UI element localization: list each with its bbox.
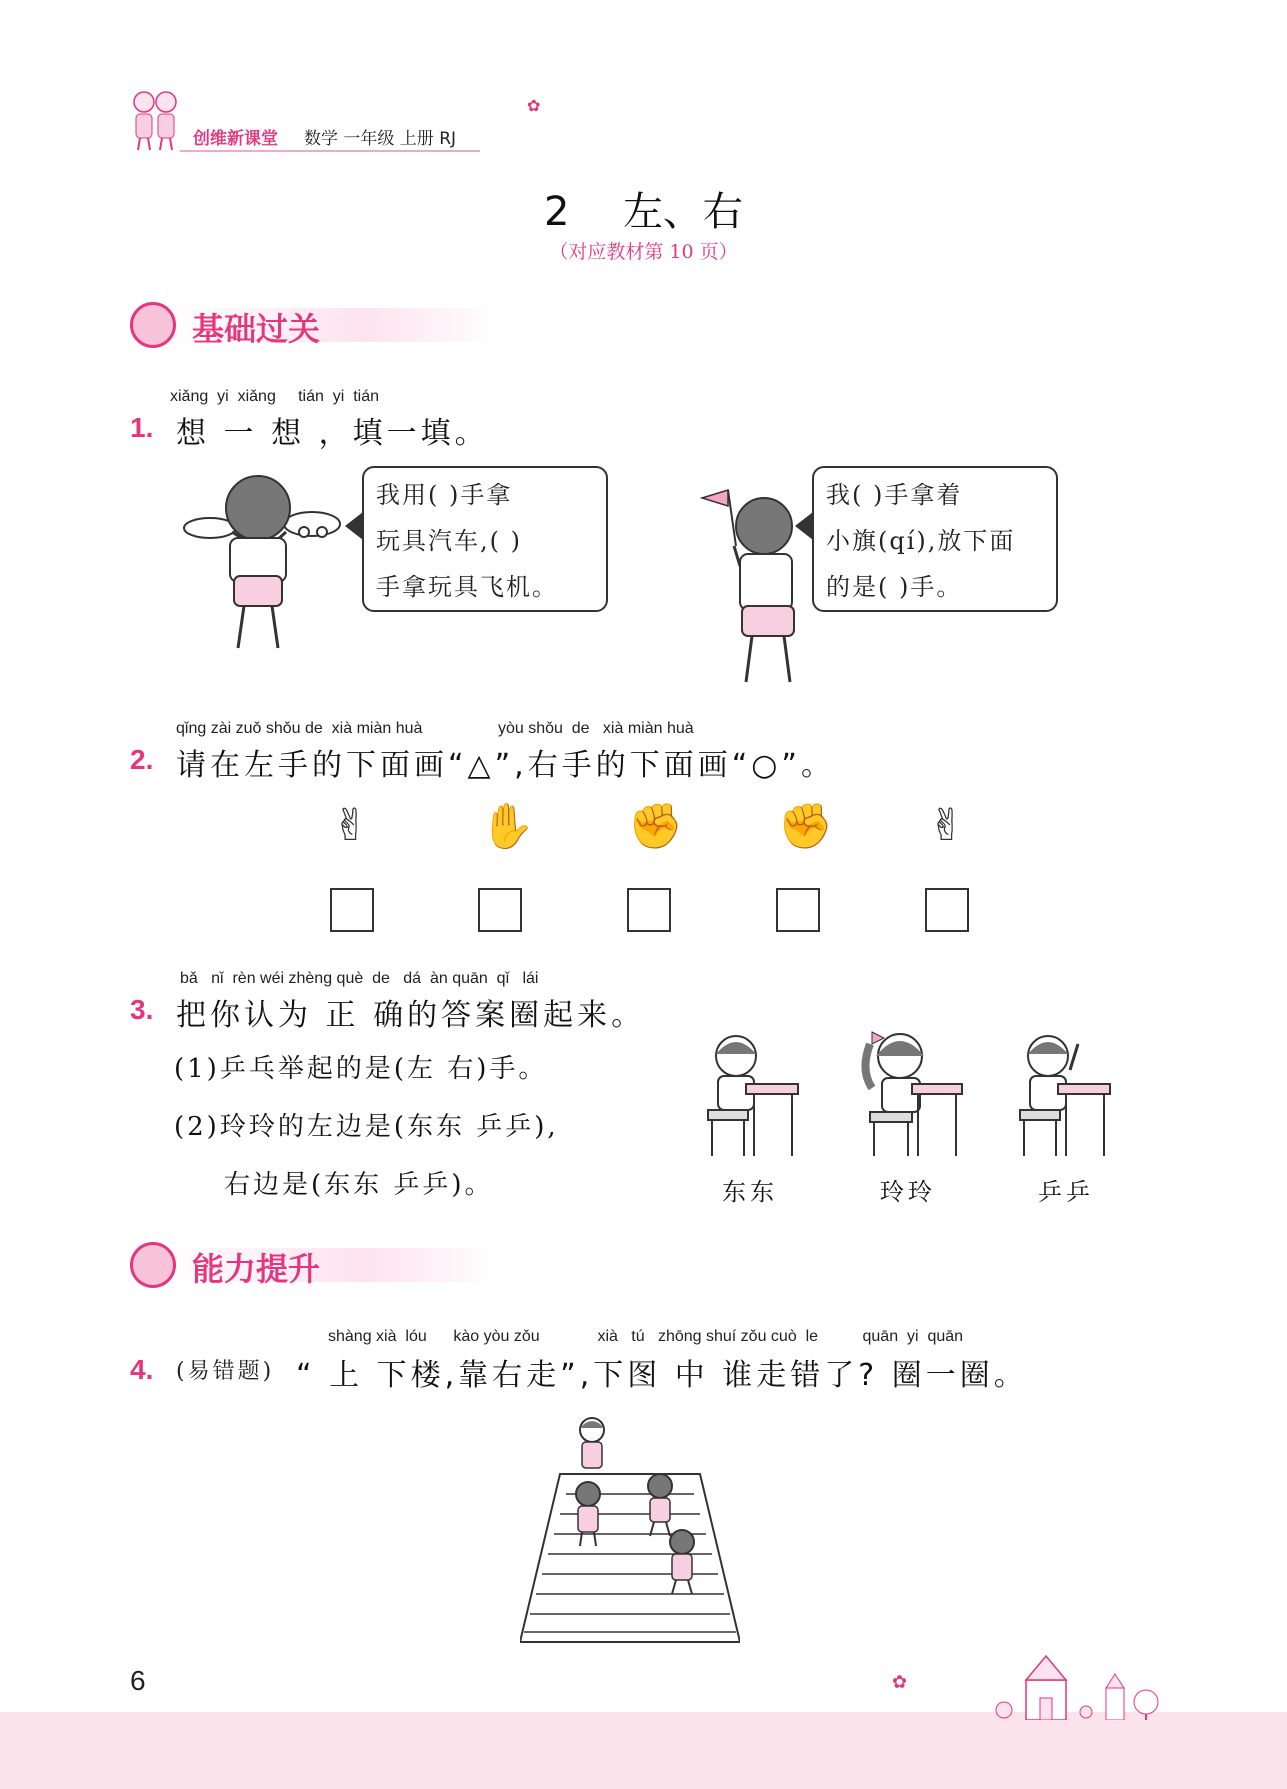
hand-icon: ✋ xyxy=(480,801,535,852)
answer-box[interactable] xyxy=(776,888,820,932)
bubble-line: 小旗(qí),放下面 xyxy=(826,527,1016,555)
bubble-line: 我( )手拿着 xyxy=(826,481,963,509)
bubble-line: 玩具汽车,( ) xyxy=(376,527,522,555)
pinyin-line: xiǎng yi xiǎng tián yi tián xyxy=(170,388,379,405)
answer-box[interactable] xyxy=(478,888,522,932)
footer-band xyxy=(0,1712,1287,1789)
banner-badge-icon xyxy=(130,1242,176,1288)
question-number: 3. xyxy=(130,994,154,1025)
lesson-number: 2 xyxy=(544,189,570,235)
hand-icon: ✌ xyxy=(928,800,965,851)
hand-icon: ✊ xyxy=(628,801,683,852)
bubble-line: 我用( )手拿 xyxy=(376,481,513,509)
header-subject: 数学 一年级 上册 RJ xyxy=(304,129,457,149)
page-number: 6 xyxy=(130,1665,146,1696)
kid-at-desk-illustration xyxy=(702,1030,802,1160)
banner-badge-icon xyxy=(130,302,176,348)
sub-question: 右边是(东东 乒乒)。 xyxy=(224,1170,494,1200)
section-title: 能力提升 xyxy=(192,1250,321,1288)
pinyin-line: bǎ nǐ rèn wéi zhèng què de dá àn quān qǐ lái xyxy=(180,970,539,987)
kid-name-label: 玲玲 xyxy=(880,1178,936,1206)
question-text: 把你认为 正 确的答案圈起来。 xyxy=(176,998,646,1033)
answer-box[interactable] xyxy=(627,888,671,932)
hand-icon: ✊ xyxy=(778,801,833,852)
question-text: “ 上 下楼,靠右走”,下图 中 谁走错了? 圈一圈。 xyxy=(296,1358,1028,1393)
stairs-illustration xyxy=(520,1414,740,1644)
castle-decoration-icon xyxy=(990,1650,1170,1720)
lesson-name: 左、右 xyxy=(622,189,743,235)
answer-box[interactable] xyxy=(925,888,969,932)
speech-bubble-left xyxy=(362,466,608,612)
pinyin-line: shàng xià lóu kào yòu zǒu xià tú zhōng shuí zǒu cuò le quān yi quān xyxy=(328,1328,964,1345)
lesson-reference: （对应教材第 10 页） xyxy=(549,241,738,263)
sub-question: (1)乒乓举起的是(左 右)手。 xyxy=(174,1054,548,1084)
kid-at-desk-illustration xyxy=(1014,1030,1114,1160)
question-text: 请在左手的下面画“△”,右手的下面画“○”。 xyxy=(176,748,835,783)
section-banner-advanced xyxy=(130,1242,510,1290)
kid-name-label: 乒乒 xyxy=(1038,1178,1094,1206)
kid-name-label: 东东 xyxy=(722,1178,778,1206)
butterfly-icon: ✿ xyxy=(892,1672,908,1693)
header-mascot xyxy=(128,88,182,152)
speech-bubble-tail xyxy=(795,512,813,540)
section-title: 基础过关 xyxy=(192,310,321,348)
butterfly-icon: ✿ xyxy=(527,96,541,115)
lesson-title xyxy=(0,180,1287,237)
question-number: 4. xyxy=(130,1354,154,1385)
speech-bubble-right xyxy=(812,466,1058,612)
sub-question: (2)玲玲的左边是(东东 乒乒), xyxy=(174,1112,559,1142)
pinyin-line: qǐng zài zuǒ shǒu de xià miàn huà yòu shǒu de xià miàn huà xyxy=(176,720,694,737)
hand-icon: ✌ xyxy=(332,800,369,851)
question-tag: (易错题) xyxy=(176,1359,275,1384)
bubble-line: 手拿玩具飞机。 xyxy=(376,573,558,601)
header-brand: 创维新课堂 xyxy=(193,129,278,149)
question-number: 2. xyxy=(130,744,154,775)
bubble-line: 的是( )手。 xyxy=(826,573,963,601)
header-rule xyxy=(180,150,480,152)
speech-bubble-tail xyxy=(345,512,363,540)
section-banner-basic xyxy=(130,302,510,350)
question-text: 想 一 想 ，填一填。 xyxy=(176,416,489,451)
question-number: 1. xyxy=(130,412,154,443)
answer-box[interactable] xyxy=(330,888,374,932)
kid-at-desk-illustration xyxy=(856,1024,966,1160)
boy-with-toys-illustration xyxy=(172,468,344,658)
